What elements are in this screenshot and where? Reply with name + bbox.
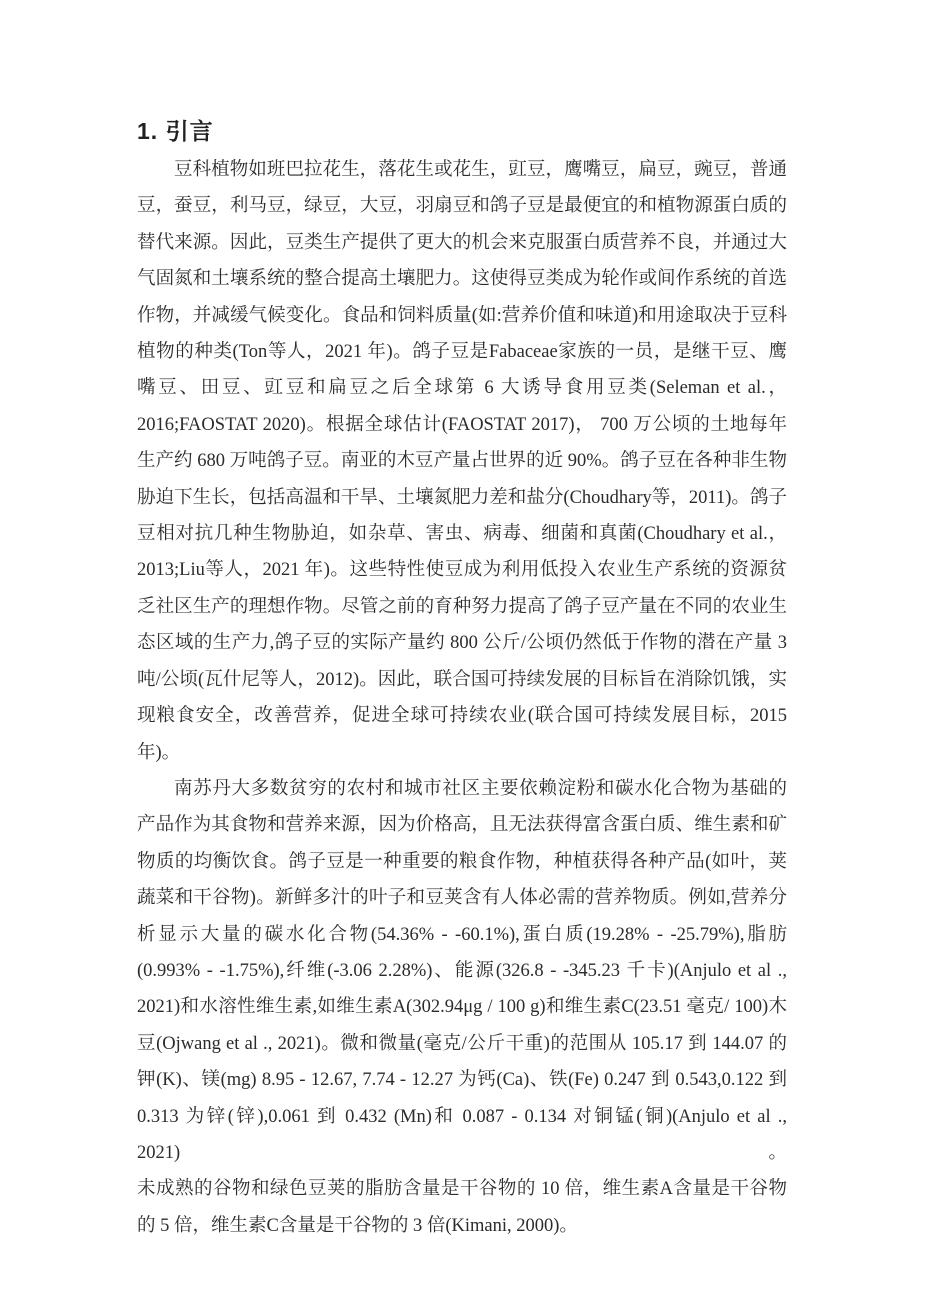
- text-line: 2016;FAOSTAT 2020)。根据全球估计(FAOSTAT 2017)， 700 万公顷的土地每年: [137, 414, 787, 435]
- text-line: (0.993% - -1.75%),纤维(-3.06 2.28%)、能源(326.8 - -345.23 千卡)(Anjulo et al .,: [137, 960, 787, 981]
- text-line: 豆科植物如班巴拉花生，落花生或花生，豇豆，鹰嘴豆，扁豆，豌豆，普通: [174, 160, 787, 180]
- paragraph: [137, 771, 787, 1244]
- text-line: 吨/公顷(瓦什尼等人，2012)。因此，联合国可持续发展的目标旨在消除饥饿，实: [137, 669, 787, 690]
- text-line: 现粮食安全，改善营养，促进全球可持续农业(联合国可持续发展目标，2015 年)。: [137, 706, 787, 763]
- text-line: 替代来源。因此，豆类生产提供了更大的机会来克服蛋白质营养不良，并通过大: [137, 232, 787, 253]
- text-line: 未成熟的谷物和绿色豆荚的脂肪含量是干谷物的 10 倍，维生素A含量是干谷物: [137, 1179, 787, 1200]
- text-line: 南苏丹大多数贫穷的农村和城市社区主要依赖淀粉和碳水化合物为基础的: [174, 778, 787, 799]
- text-line: 0.313 为锌(锌),0.061 到 0.432 (Mn)和 0.087 - 0.134 对铜锰(铜)(Anjulo et al ., 2021)。: [137, 1106, 787, 1163]
- text-line: 的 5 倍，维生素C含量是干谷物的 3 倍(Kimani, 2000)。: [137, 1215, 578, 1236]
- text-line: 态区域的生产力,鸽子豆的实际产量约 800 公斤/公顷仍然低于作物的潜在产量 3: [137, 633, 787, 654]
- section-heading: 1. 引言: [137, 118, 214, 144]
- text-line: 植物的种类(Ton等人，2021 年)。鸽子豆是Fabaceae家族的一员，是继干豆、鹰: [137, 342, 787, 363]
- text-line: 蔬菜和干谷物)。新鲜多汁的叶子和豆荚含有人体必需的营养物质。例如,营养分: [137, 888, 787, 909]
- text-line: 钾(K)、镁(mg) 8.95 - 12.67, 7.74 - 12.27 为钙(Ca)、铁(Fe) 0.247 到 0.543,0.122 到: [137, 1070, 787, 1091]
- text-line: 生产约 680 万吨鸽子豆。南亚的木豆产量占世界的近 90%。鸽子豆在各种非生物: [137, 451, 787, 472]
- text-line: 2013;Liu等人，2021 年)。这些特性使豆成为利用低投入农业生产系统的资源贫: [137, 560, 787, 581]
- text-line: 豆，蚕豆，利马豆，绿豆，大豆，羽扇豆和鸽子豆是最便宜的和植物源蛋白质的: [137, 196, 787, 217]
- text-line: 豆(Ojwang et al ., 2021)。微和微量(毫克/公斤干重)的范围从 105.17 到 144.07 的: [137, 1033, 787, 1054]
- text-line: 乏社区生产的理想作物。尽管之前的育种努力提高了鸽子豆产量在不同的农业生: [137, 596, 787, 617]
- text-line: 豆相对抗几种生物胁迫，如杂草、害虫、病毒、细菌和真菌(Choudhary et al.，: [137, 524, 787, 545]
- paragraph: [137, 152, 787, 771]
- text-line: 胁迫下生长，包括高温和干旱、土壤氮肥力差和盐分(Choudhary等，2011)。鸽子: [137, 487, 787, 508]
- text-line: 2021)和水溶性维生素,如维生素A(302.94μg / 100 g)和维生素C(23.51 毫克/ 100)木: [137, 997, 787, 1018]
- text-line: 产品作为其食物和营养来源，因为价格高，且无法获得富含蛋白质、维生素和矿: [137, 815, 787, 836]
- text-line: 气固氮和土壤系统的整合提高土壤肥力。这使得豆类成为轮作或间作系统的首选: [137, 269, 787, 290]
- text-line: 作物，并减缓气候变化。食品和饲料质量(如:营养价值和味道)和用途取决于豆科: [137, 305, 787, 326]
- text-line: 物质的均衡饮食。鸽子豆是一种重要的粮食作物，种植获得各种产品(如叶，荚: [137, 851, 787, 872]
- text-line: 嘴豆、田豆、豇豆和扁豆之后全球第 6 大诱导食用豆类(Seleman et al.，: [137, 378, 787, 399]
- text-line: 析显示大量的碳水化合物(54.36% - -60.1%),蛋白质(19.28% - -25.79%),脂肪: [137, 924, 787, 945]
- document-body: [137, 152, 787, 1244]
